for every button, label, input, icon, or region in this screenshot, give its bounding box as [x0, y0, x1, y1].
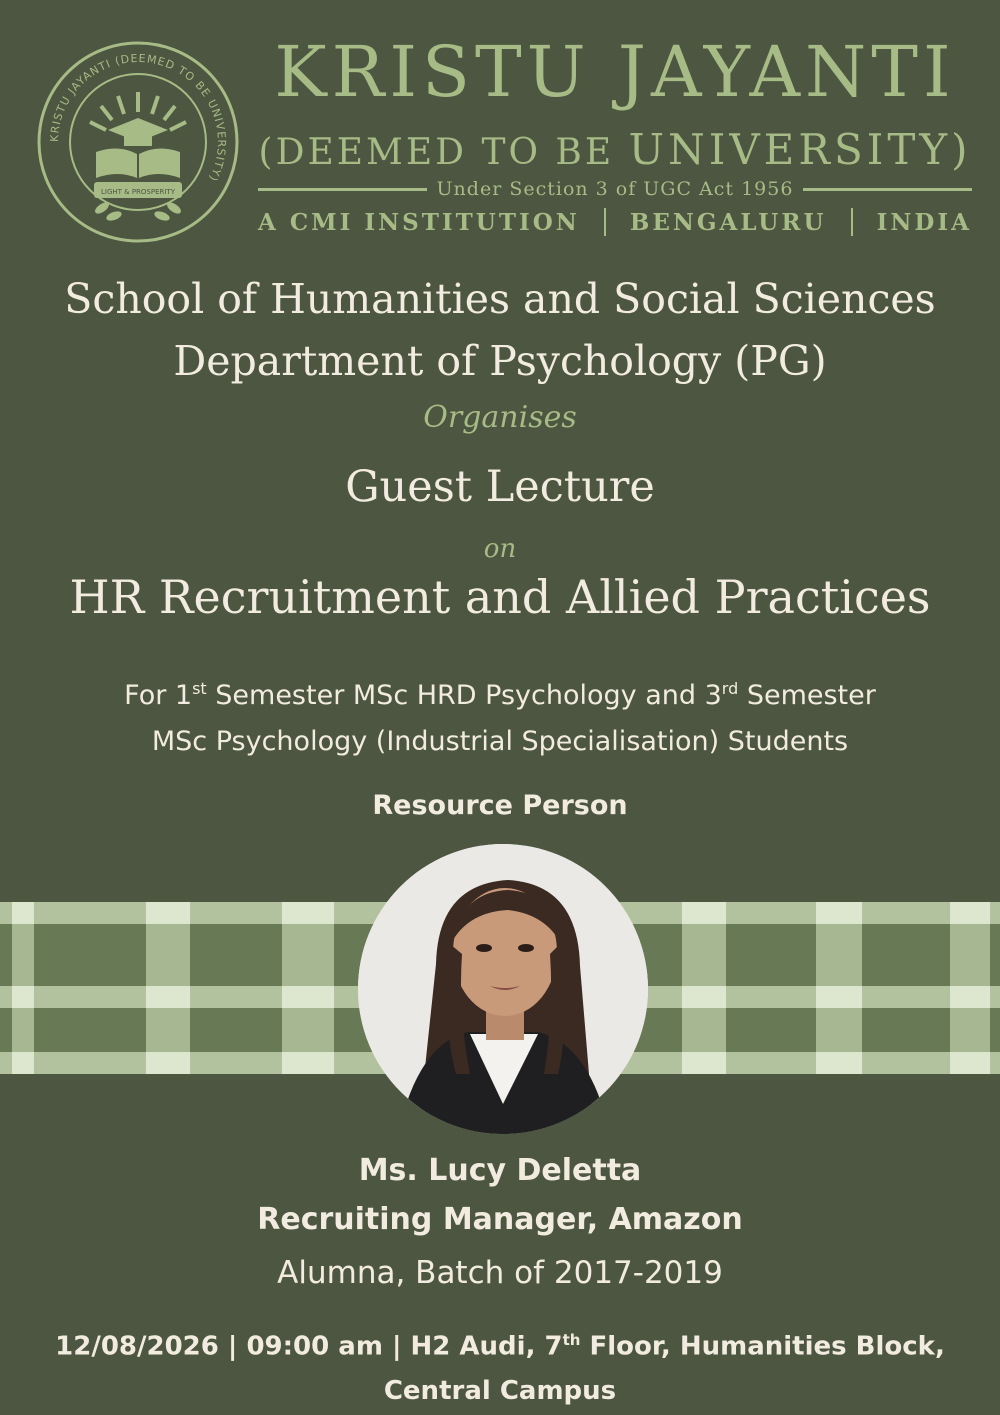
university-name: KRISTU JAYANTI: [274, 31, 956, 113]
organiser-block: [0, 268, 1000, 392]
school-name: School of Humanities and Social Sciences: [64, 275, 936, 323]
tagline: [258, 208, 972, 236]
seal-motto: LIGHT & PROSPERITY: [101, 188, 175, 196]
lecture-topic: HR Recruitment and Allied Practices: [69, 570, 931, 624]
divider: [803, 188, 972, 191]
tagline-institution: A CMI INSTITUTION: [258, 208, 580, 236]
speaker-name: Ms. Lucy Deletta: [358, 1153, 642, 1188]
tagline-separator: [851, 208, 853, 236]
deemed-text: (DEEMED TO BE: [258, 132, 629, 173]
ugc-line: [258, 176, 972, 202]
tagline-country: INDIA: [876, 208, 972, 236]
audience-line-2: MSc Psychology (Industrial Specialisation) Students: [151, 726, 849, 757]
speaker-alumni: Alumna, Batch of 2017-2019: [277, 1255, 723, 1291]
resource-person-label: Resource Person: [372, 790, 628, 821]
ugc-text: Under Section 3 of UGC Act 1956: [436, 178, 794, 200]
audience-line-1: For 1st Semester MSc HRD Psychology and 3rd Semester: [124, 679, 876, 711]
organises-text: Organises: [423, 400, 577, 435]
divider: [258, 188, 427, 191]
event-type: Guest Lecture: [345, 462, 655, 512]
audience-text: [0, 666, 1000, 765]
speaker-role: Recruiting Manager, Amazon: [257, 1202, 743, 1237]
tagline-separator: [604, 208, 606, 236]
schedule-line-2: Central Campus: [383, 1375, 617, 1406]
university-word: UNIVERSITY): [628, 125, 972, 174]
speaker-portrait-icon: [358, 844, 648, 1134]
schedule-line-1: 12/08/2026 | 09:00 am | H2 Audi, 7th Floor, Humanities Block,: [55, 1331, 945, 1362]
university-seal-icon: [36, 40, 240, 244]
on-text: on: [483, 534, 517, 564]
tagline-city: BENGALURU: [629, 208, 827, 236]
seal-ring-text: KRISTU JAYANTI (DEEMED TO BE UNIVERSITY): [47, 51, 229, 184]
speaker-info: [0, 1148, 1000, 1300]
event-schedule: [0, 1318, 1000, 1413]
university-subtitle: [258, 125, 972, 175]
department-name: Department of Psychology (PG): [173, 337, 827, 385]
